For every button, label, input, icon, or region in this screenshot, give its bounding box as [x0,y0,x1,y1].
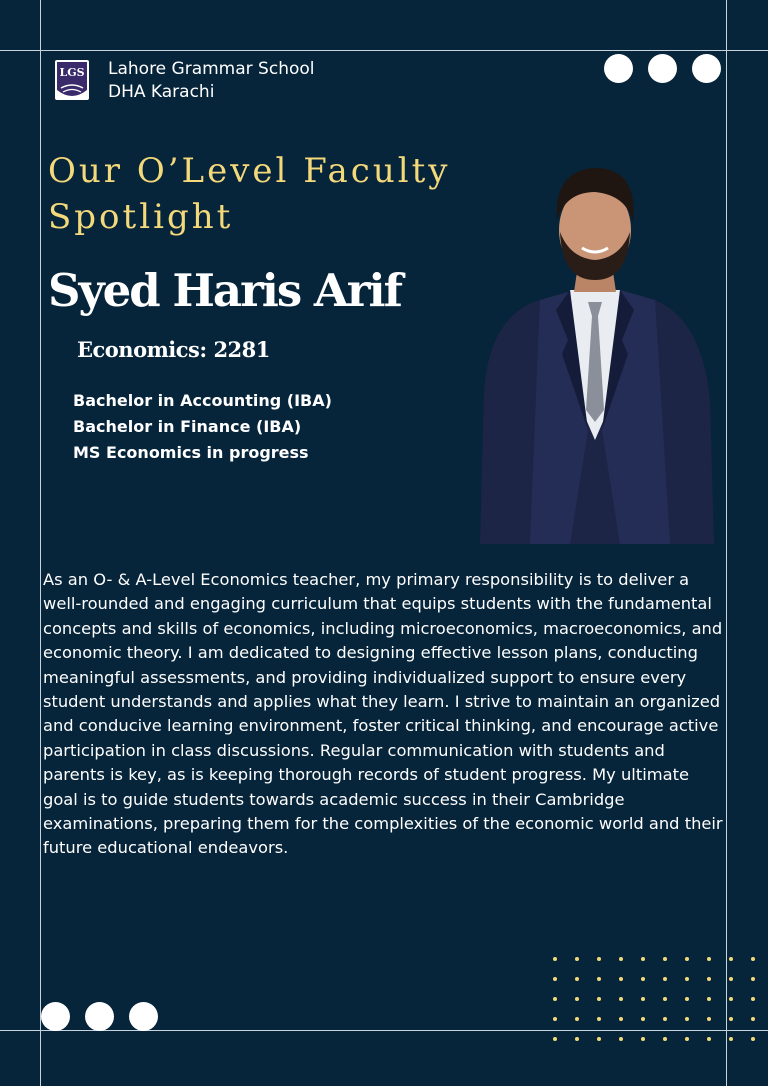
teacher-photo [470,140,716,544]
grid-dot-icon [575,977,579,981]
grid-dot-icon [685,977,689,981]
dot-icon [648,54,677,83]
heading-line2: Spotlight [48,197,234,237]
grid-dot-icon [575,957,579,961]
qualification-item: Bachelor in Finance (IBA) [73,417,302,436]
grid-dot-icon [685,997,689,1001]
grid-dot-icon [641,1037,645,1041]
school-name [108,58,315,104]
grid-dot-icon [707,997,711,1001]
grid-dot-icon [553,1017,557,1021]
school-logo-icon [55,60,89,100]
grid-dot-icon [751,1017,755,1021]
frame-line-right [726,0,727,1086]
grid-dot-icon [663,1037,667,1041]
dot-icon [41,1002,70,1031]
grid-dot-icon [751,957,755,961]
decorative-dots-top [604,54,721,83]
grid-dot-icon [597,1017,601,1021]
dot-icon [692,54,721,83]
grid-dot-icon [707,1017,711,1021]
teacher-name: Syed Haris Arif [48,264,401,317]
grid-dot-icon [685,957,689,961]
decorative-dots-bottom [41,1002,158,1031]
grid-dot-icon [597,957,601,961]
grid-dot-icon [619,957,623,961]
grid-dot-icon [663,1017,667,1021]
grid-dot-icon [641,997,645,1001]
grid-dot-icon [729,957,733,961]
teacher-subject: Economics: 2281 [77,337,270,362]
grid-dot-icon [707,977,711,981]
spotlight-heading [48,148,450,240]
grid-dot-icon [597,1037,601,1041]
dot-icon [129,1002,158,1031]
grid-dot-icon [553,957,557,961]
grid-dot-icon [553,997,557,1001]
grid-dot-icon [597,977,601,981]
grid-dot-icon [641,957,645,961]
grid-dot-icon [729,1037,733,1041]
grid-dot-icon [663,977,667,981]
grid-dot-icon [751,997,755,1001]
logo-text: LGS [59,66,85,79]
grid-dot-icon [751,977,755,981]
grid-dot-icon [597,997,601,1001]
decorative-dot-grid [553,957,756,1041]
grid-dot-icon [575,1017,579,1021]
school-name-line1: Lahore Grammar School [108,59,315,79]
grid-dot-icon [641,1017,645,1021]
grid-dot-icon [619,1037,623,1041]
frame-line-left [40,0,41,1086]
grid-dot-icon [729,1017,733,1021]
grid-dot-icon [707,957,711,961]
grid-dot-icon [663,997,667,1001]
dot-icon [85,1002,114,1031]
grid-dot-icon [575,1037,579,1041]
grid-dot-icon [685,1017,689,1021]
frame-line-top [0,50,768,51]
grid-dot-icon [751,1037,755,1041]
grid-dot-icon [553,1037,557,1041]
grid-dot-icon [641,977,645,981]
grid-dot-icon [729,977,733,981]
grid-dot-icon [729,997,733,1001]
qualification-item: MS Economics in progress [73,443,309,462]
grid-dot-icon [619,1017,623,1021]
grid-dot-icon [707,1037,711,1041]
dot-icon [604,54,633,83]
qualifications-list [73,388,332,466]
qualification-item: Bachelor in Accounting (IBA) [73,391,332,410]
grid-dot-icon [619,997,623,1001]
heading-line1: Our O’Level Faculty [48,151,451,191]
grid-dot-icon [685,1037,689,1041]
grid-dot-icon [663,957,667,961]
grid-dot-icon [619,977,623,981]
school-name-line2: DHA Karachi [108,82,215,102]
teacher-bio: As an O- & A-Level Economics teacher, my primary responsibility is to deliver a well-rounded and engaging curriculum that equips students with the fundamental concepts and skills of economics, including microeconomics, macroeconomics, and economic theory. I am dedicated to designing effective lesson plans, conducting meaningful assessments, and providing individualized support to ensure every student understands and applies what they learn. I strive to maintain an organized and conducive learning environment, foster critical thinking, and encourage active participation in class discussions. Regular communication with students and parents is key, as is keeping thorough records of student progress. My ultimate goal is to guide students towards academic success in their Cambridge examinations, preparing them for the complexities of the economic world and their future educational endeavors. [43,570,723,858]
grid-dot-icon [575,997,579,1001]
grid-dot-icon [553,977,557,981]
